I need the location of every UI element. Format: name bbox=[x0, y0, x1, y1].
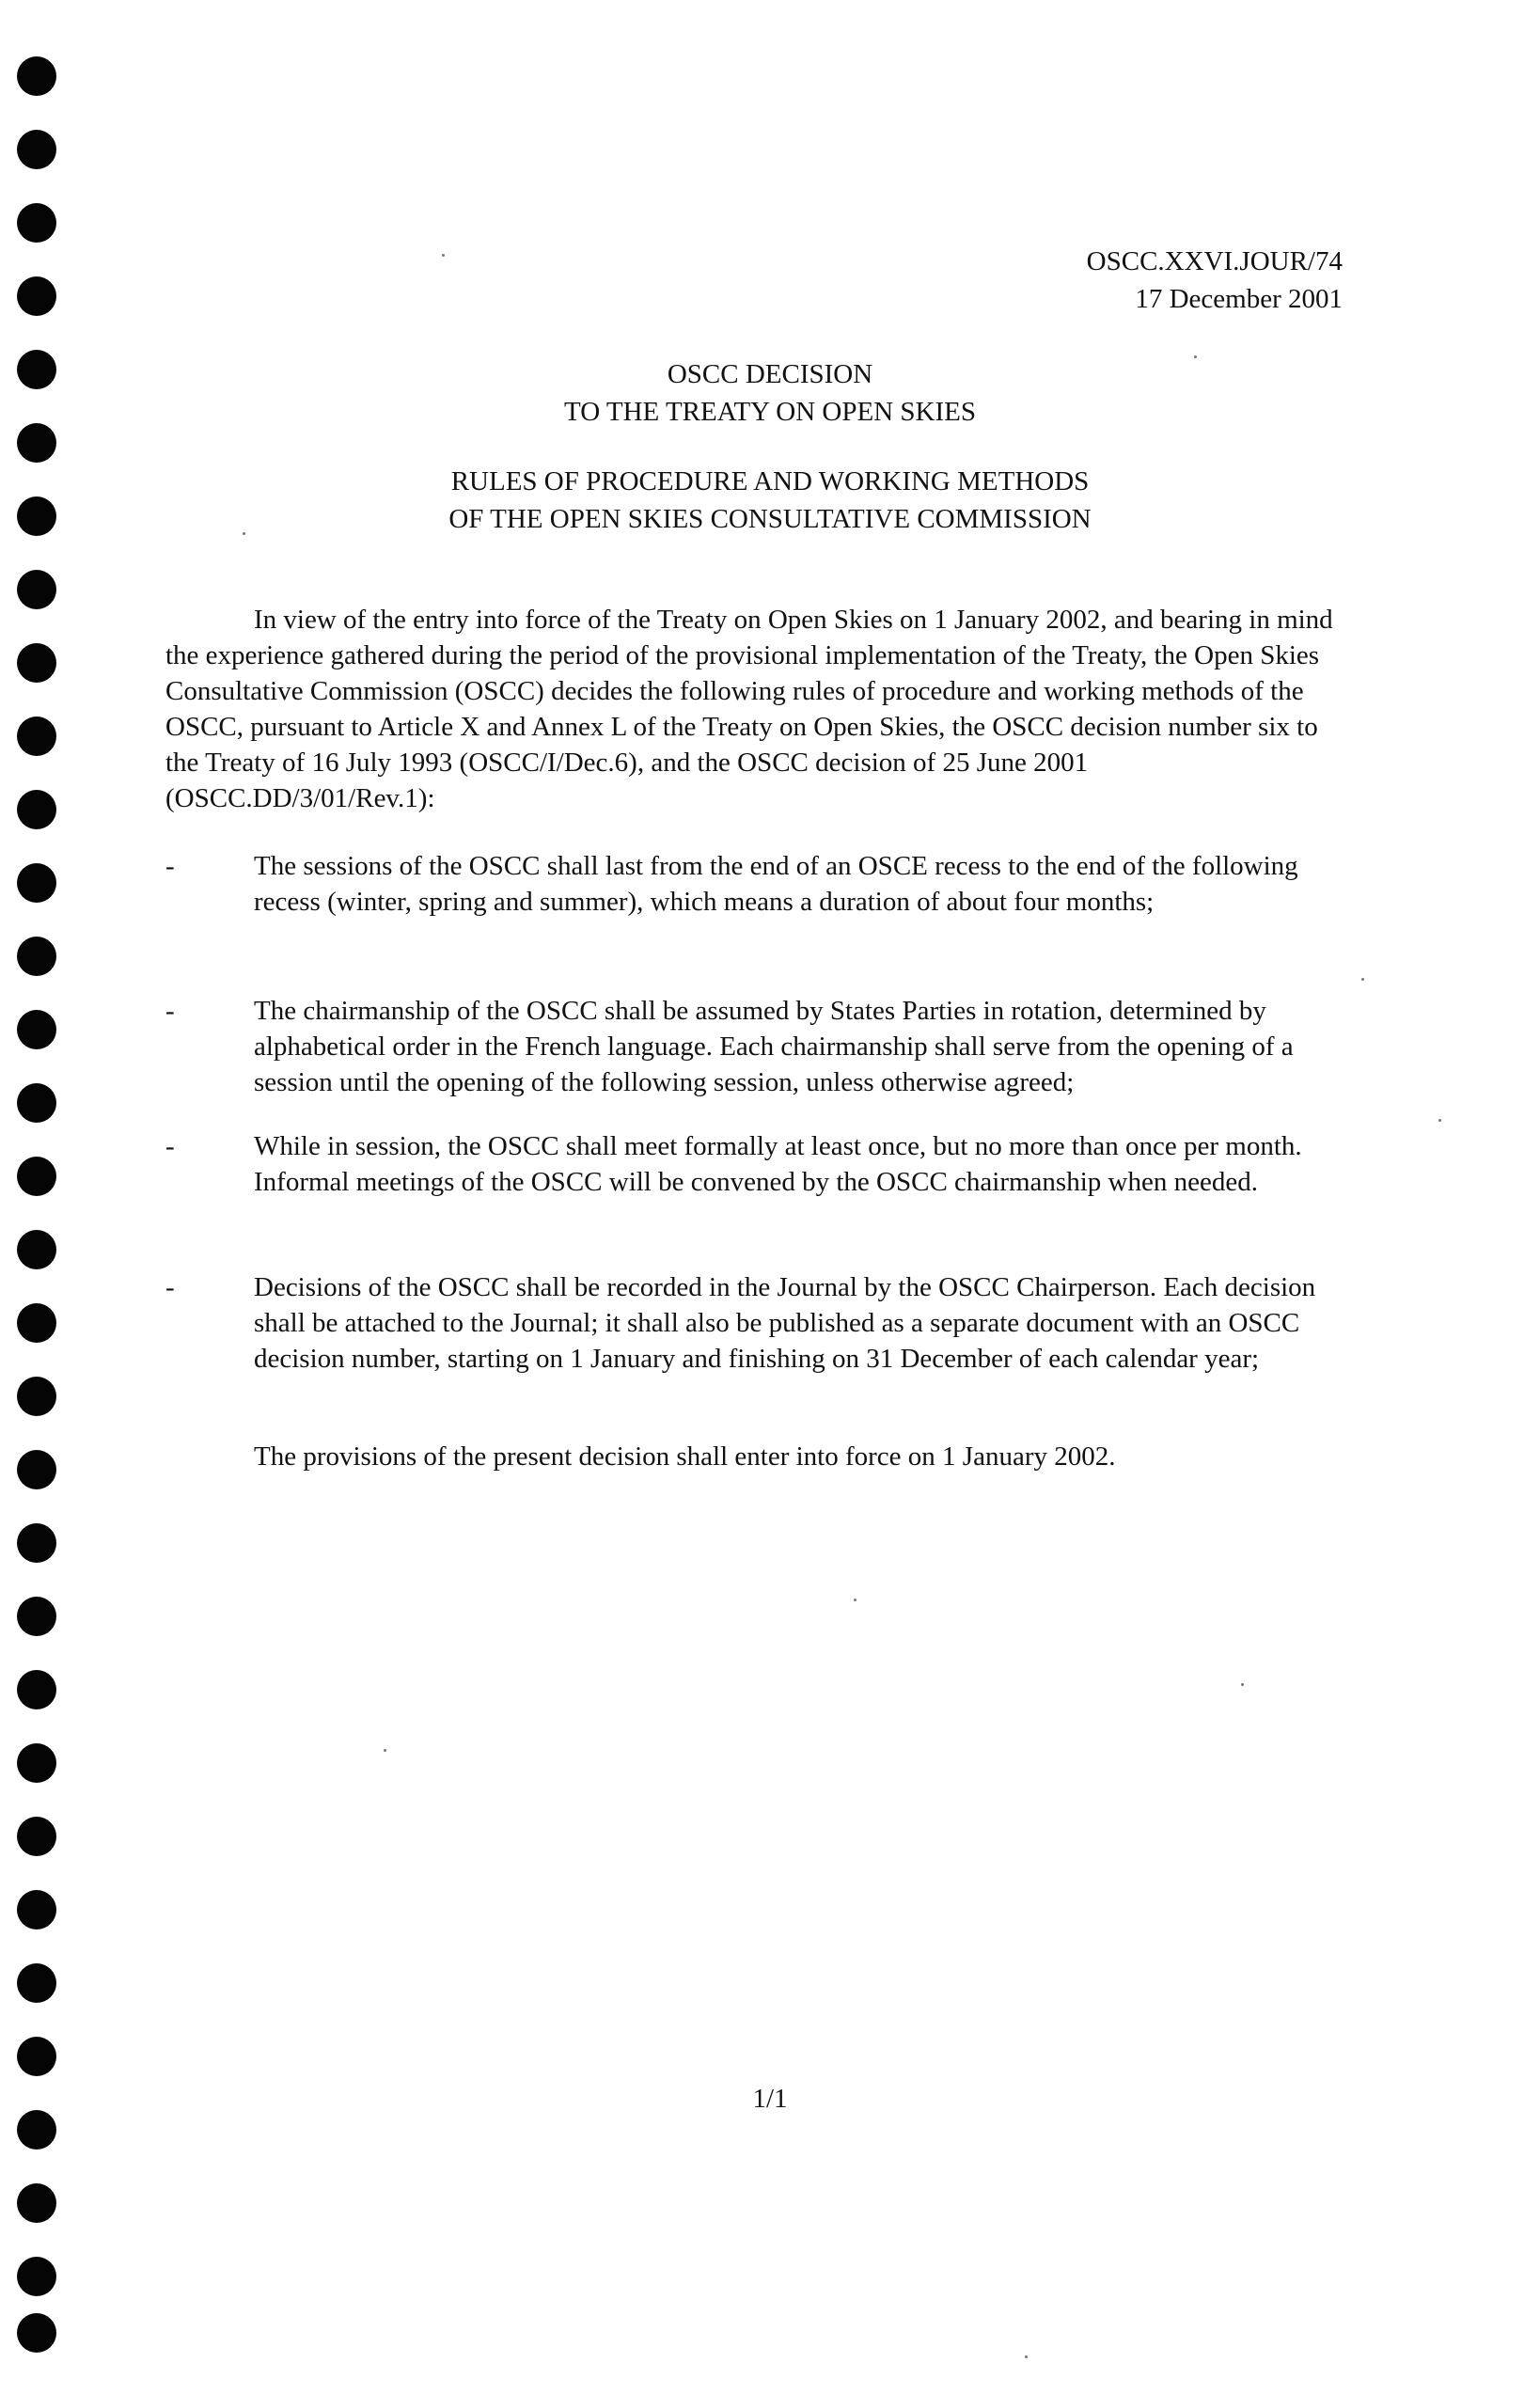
document-date: 17 December 2001 bbox=[1135, 284, 1343, 314]
list-dash: - bbox=[165, 1131, 175, 1161]
punch-hole-icon bbox=[17, 863, 56, 903]
punch-hole-icon bbox=[17, 570, 56, 609]
punch-hole-icon bbox=[17, 276, 56, 316]
punch-hole-icon bbox=[17, 56, 56, 96]
title-line-4: OF THE OPEN SKIES CONSULTATIVE COMMISSION bbox=[448, 504, 1092, 534]
scan-speck bbox=[1438, 1119, 1441, 1122]
punch-hole-icon bbox=[17, 130, 56, 169]
punch-hole-icon bbox=[17, 1670, 56, 1709]
punch-hole-icon bbox=[17, 1450, 56, 1489]
punch-hole-icon bbox=[17, 1010, 56, 1049]
closing-paragraph: The provisions of the present decision shall enter into force on 1 January 2002. bbox=[254, 1441, 1116, 1472]
punch-hole-icon bbox=[17, 2257, 56, 2296]
punch-hole-icon bbox=[17, 1523, 56, 1563]
punch-hole-icon bbox=[17, 1817, 56, 1856]
punch-hole-icon bbox=[17, 937, 56, 976]
punch-hole-icon bbox=[17, 1597, 56, 1636]
scan-speck bbox=[854, 1599, 856, 1601]
scan-speck bbox=[1194, 355, 1197, 358]
scan-speck bbox=[384, 1749, 386, 1752]
title-line-2: TO THE TREATY ON OPEN SKIES bbox=[564, 397, 976, 427]
title-line-3: RULES OF PROCEDURE AND WORKING METHODS bbox=[450, 466, 1090, 496]
list-item-text: The sessions of the OSCC shall last from the end of an OSCE recess to the end of the following recess (winter, spring and summer), which means a duration of about four months; bbox=[254, 851, 1298, 917]
scan-speck bbox=[442, 254, 445, 257]
list-dash: - bbox=[165, 851, 175, 881]
punch-hole-icon bbox=[17, 1743, 56, 1783]
intro-paragraph: In view of the entry into force of the Treaty on Open Skies on 1 January 2002, and bearing in mind the experience gathered during the period of the provisional implementation of the Treaty, the Open Skies Consultative Commission (OSCC) decides the following rules of procedure and working methods of the OSCC, pursuant to Article X and Annex L of the Treaty on Open Skies, the OSCC decision number six to the Treaty of 16 July 1993 (OSCC/I/Dec.6), and the OSCC decision of 25 June 2001 (OSCC.DD/3/01/Rev.1): bbox=[165, 605, 1333, 813]
list-dash: - bbox=[165, 996, 175, 1026]
document-reference: OSCC.XXVI.JOUR/74 bbox=[1086, 246, 1343, 276]
page-number: 1/1 bbox=[752, 2084, 788, 2114]
punch-hole-icon bbox=[17, 643, 56, 683]
list-dash: - bbox=[165, 1272, 175, 1302]
scan-speck bbox=[1361, 978, 1364, 981]
punch-hole-icon bbox=[17, 2110, 56, 2150]
punch-hole-icon bbox=[17, 790, 56, 829]
list-item-text: While in session, the OSCC shall meet formally at least once, but no more than once per month. Informal meetings of the OSCC will be convened by the OSCC chairmanship when needed. bbox=[254, 1131, 1302, 1197]
punch-hole-icon bbox=[17, 1963, 56, 2003]
punch-hole-icon bbox=[17, 1230, 56, 1269]
punch-hole-icon bbox=[17, 2037, 56, 2076]
document-reference-block bbox=[1087, 243, 1343, 318]
scan-speck bbox=[1025, 2355, 1028, 2358]
scan-speck bbox=[1241, 1683, 1244, 1686]
punch-hole-icon bbox=[17, 1890, 56, 1929]
punch-hole-icon bbox=[17, 1157, 56, 1196]
punch-hole-icon bbox=[17, 1303, 56, 1343]
punch-hole-icon bbox=[17, 2183, 56, 2223]
title-line-1: OSCC DECISION bbox=[667, 359, 873, 389]
punch-hole-icon bbox=[17, 1083, 56, 1123]
punch-hole-icon bbox=[17, 2313, 56, 2353]
list-item-text: The chairmanship of the OSCC shall be assumed by States Parties in rotation, determined by alphabetical order in the French language. Each chairmanship shall serve from the opening of a session until the opening of the following session, unless otherwise agreed; bbox=[254, 996, 1294, 1097]
punch-hole-icon bbox=[17, 717, 56, 756]
decision-title bbox=[0, 355, 1540, 431]
list-item-text: Decisions of the OSCC shall be recorded in the Journal by the OSCC Chairperson. Each decision shall be attached to the Journal; it shall also be published as a separate document with an OSCC decision number, starting on 1 January and finishing on 31 December of each calendar year; bbox=[254, 1272, 1316, 1374]
punch-hole-icon bbox=[17, 203, 56, 243]
decision-subtitle bbox=[0, 463, 1540, 538]
scan-speck bbox=[243, 532, 245, 535]
punch-hole-icon bbox=[17, 1377, 56, 1416]
